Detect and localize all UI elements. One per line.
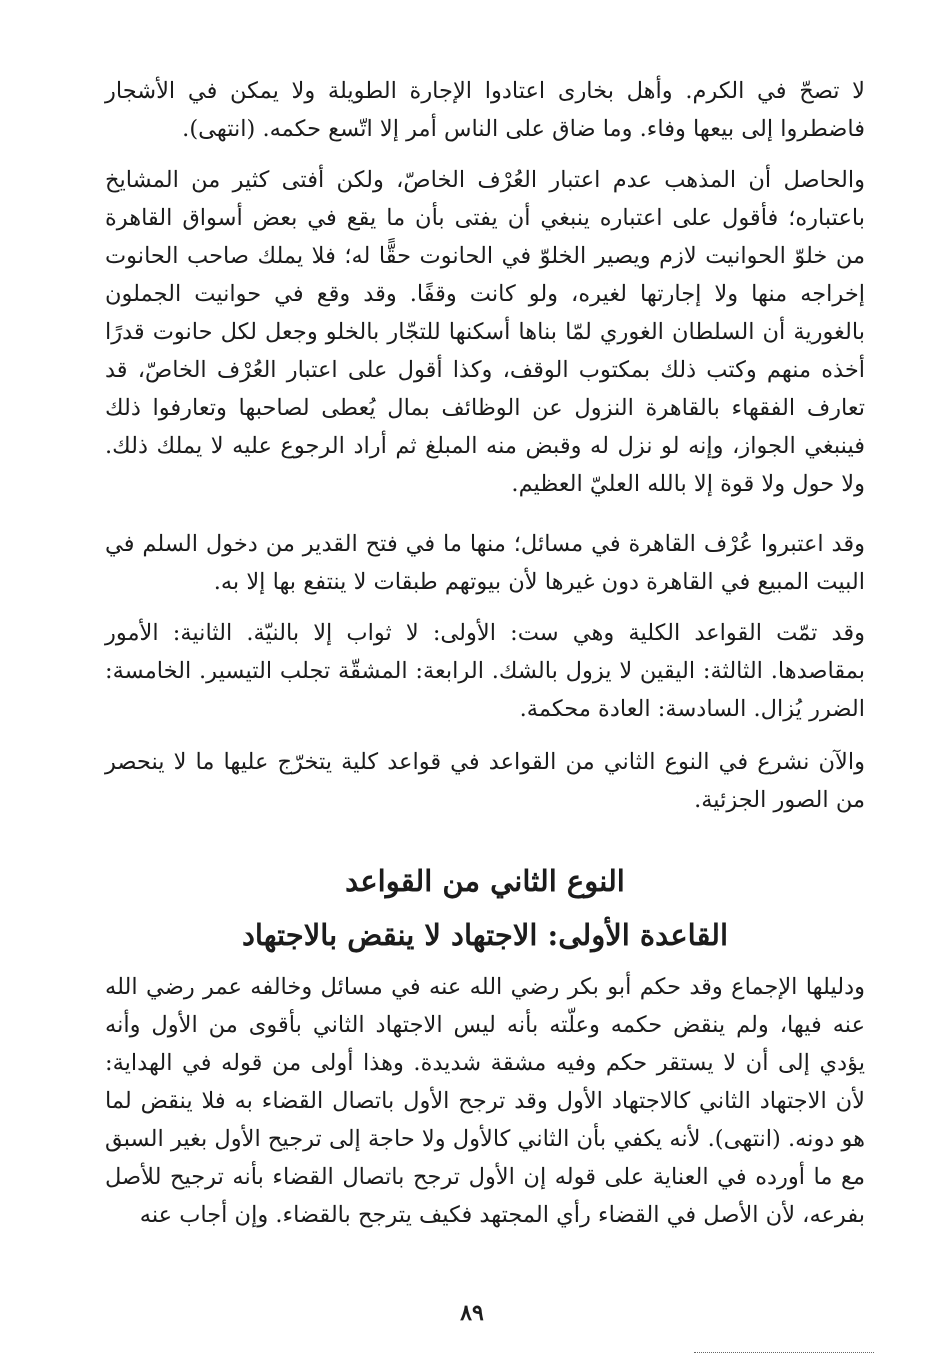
paragraph-cairo-custom: وقد اعتبروا عُرْف القاهرة في مسائل؛ منها ما في فتح القدير من دخول السلم في البيت المبيع في القاهرة دون غيرها لأن بيوتهم طبقات لا ينتفع بها إلا به.	[105, 531, 865, 595]
page-number: ٨٩	[460, 1300, 484, 1326]
paragraph-closing-quote: لا تصحّ في الكرم. وأهل بخارى اعتادوا الإجارة الطويلة ولا يمكن في الأشجار فاضطروا إلى بيعها وفاء. وما ضاق على الناس أمر إلا اتّسع حكمه. (انتهى).	[105, 78, 865, 142]
paragraph-rule-evidence: ودليلها الإجماع وقد حكم أبو بكر رضي الله عنه في مسائل وخالفه عمر رضي الله عنه فيها، ولم ينقض حكمه وعلّته بأنه ليس الاجتهاد الثاني بأقوى من الأول وأنه يؤدي إلى أن لا يستقر حكم وفيه مشقة شديدة. وهذا أولى من قوله في الهداية: لأن الاجتهاد الثاني كالاجتهاد الأول وقد ترجح الأول باتصال القضاء به فلا ينقض لما هو دونه. (انتهى). لأنه يكفي بأن الثاني كالأول ولا حاجة إلى ترجيح الأول بغير السبق مع ما أورده في العناية على قوله إن الأول ترجح باتصال القضاء بأنه ترجيح للأصل بفرعه، لأن الأصل في القضاء رأي المجتهد فكيف يترجح بالقضاء. وإن أجاب عنه	[105, 974, 865, 1228]
section-heading: النوع الثاني من القواعد	[345, 864, 625, 898]
paragraph-second-type-intro: والآن نشرع في النوع الثاني من القواعد في قواعد كلية يتخرّج عليها ما لا ينحصر من الصور الجزئية.	[105, 749, 865, 813]
paragraph-custom-ruling: والحاصل أن المذهب عدم اعتبار العُرْف الخاصّ، ولكن أفتى كثير من المشايخ باعتباره؛ فأقول على اعتباره ينبغي أن يفتى بأن ما يقع في بعض أسواق القاهرة من خلوّ الحوانيت لازم ويصير الخلوّ في الحانوت حقًّا له؛ فلا يملك صاحب الحانوت إخراجه منها ولا إجارتها لغيره، ولو كانت وقفًا. وقد وقع في حوانيت الجملون بالغورية أن السلطان الغوري لمّا بناها أسكنها للتجّار بالخلو وجعل لكل حانوت قدرًا أخذه منهم وكتب ذلك بمكتوب الوقف، وكذا أقول على اعتبار العُرْف الخاصّ، قد تعارف الفقهاء بالقاهرة النزول عن الوظائف بمال يُعطى لصاحبها وتعارفوا ذلك فينبغي الجواز، وإنه لو نزل له وقبض منه المبلغ ثم أراد الرجوع عليه لا يملك ذلك. ولا حول ولا قوة إلا بالله العليّ العظيم.	[105, 167, 865, 497]
paragraph-six-rules: وقد تمّت القواعد الكلية وهي ست: الأولى: لا ثواب إلا بالنيّة. الثانية: الأمور بمقاصدها. الثالثة: اليقين لا يزول بالشك. الرابعة: المشقّة تجلب التيسير. الخامسة: الضرر يُزال. السادسة: العادة محكمة.	[105, 620, 865, 722]
scan-artifact	[694, 1352, 874, 1359]
rule-heading: القاعدة الأولى: الاجتهاد لا ينقض بالاجتهاد	[241, 918, 729, 952]
